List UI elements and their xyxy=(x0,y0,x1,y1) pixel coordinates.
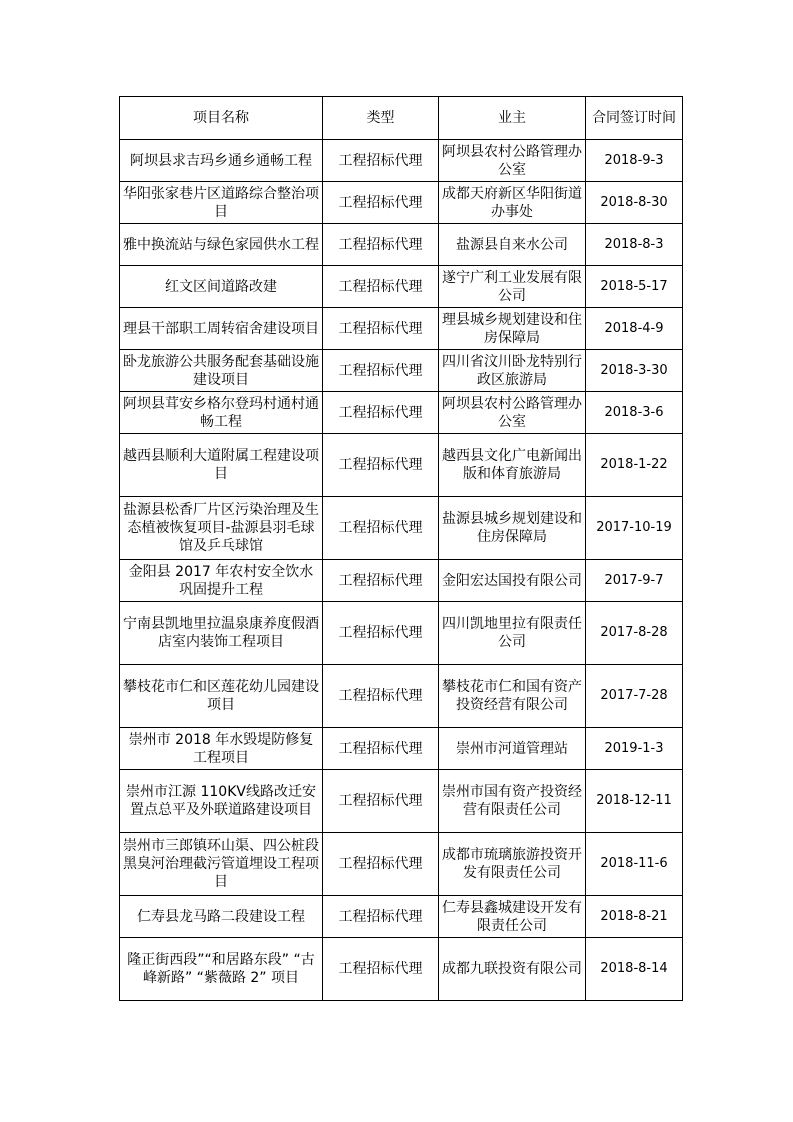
cell-owner: 崇州市国有资产投资经营有限责任公司 xyxy=(439,770,586,833)
cell-owner: 理县城乡规划建设和住房保障局 xyxy=(439,308,586,350)
cell-project-name: 宁南县凯地里拉温泉康养度假酒店室内装饰工程项目 xyxy=(120,602,323,665)
table-row xyxy=(120,665,683,728)
cell-project-name: 阿坝县茸安乡格尔登玛村通村通畅工程 xyxy=(120,392,323,434)
cell-contract-date: 2018-8-21 xyxy=(586,896,683,938)
cell-type: 工程招标代理 xyxy=(323,434,439,497)
table-row xyxy=(120,266,683,308)
cell-contract-date: 2018-8-3 xyxy=(586,224,683,266)
cell-project-name: 盐源县松香厂片区污染治理及生态植被恢复项目-盐源县羽毛球馆及乒乓球馆 xyxy=(120,497,323,560)
cell-contract-date: 2017-9-7 xyxy=(586,560,683,602)
table-row xyxy=(120,560,683,602)
cell-type: 工程招标代理 xyxy=(323,497,439,560)
cell-contract-date: 2018-8-14 xyxy=(586,938,683,1001)
cell-type: 工程招标代理 xyxy=(323,770,439,833)
cell-type: 工程招标代理 xyxy=(323,833,439,896)
cell-owner: 成都市琉璃旅游投资开发有限责任公司 xyxy=(439,833,586,896)
cell-type: 工程招标代理 xyxy=(323,602,439,665)
header-contract-date: 合同签订时间 xyxy=(586,97,683,140)
cell-contract-date: 2018-4-9 xyxy=(586,308,683,350)
cell-type: 工程招标代理 xyxy=(323,560,439,602)
table-row xyxy=(120,308,683,350)
cell-owner: 仁寿县鑫城建设开发有限责任公司 xyxy=(439,896,586,938)
table-row xyxy=(120,602,683,665)
table-row xyxy=(120,392,683,434)
cell-owner: 阿坝县农村公路管理办公室 xyxy=(439,392,586,434)
cell-contract-date: 2018-11-6 xyxy=(586,833,683,896)
cell-project-name: 越西县顺利大道附属工程建设项目 xyxy=(120,434,323,497)
header-project-name: 项目名称 xyxy=(120,97,323,140)
cell-owner: 攀枝花市仁和国有资产投资经营有限公司 xyxy=(439,665,586,728)
table-header-row xyxy=(120,97,683,140)
table-row xyxy=(120,434,683,497)
cell-owner: 成都九联投资有限公司 xyxy=(439,938,586,1001)
cell-contract-date: 2018-12-11 xyxy=(586,770,683,833)
cell-project-name: 理县干部职工周转宿舍建设项目 xyxy=(120,308,323,350)
cell-type: 工程招标代理 xyxy=(323,896,439,938)
cell-project-name: 阿坝县求吉玛乡通乡通畅工程 xyxy=(120,140,323,182)
cell-type: 工程招标代理 xyxy=(323,308,439,350)
cell-contract-date: 2019-1-3 xyxy=(586,728,683,770)
cell-project-name: 崇州市江源 110KV线路改迁安置点总平及外联道路建设项目 xyxy=(120,770,323,833)
cell-type: 工程招标代理 xyxy=(323,728,439,770)
table-row xyxy=(120,350,683,392)
cell-project-name: 仁寿县龙马路二段建设工程 xyxy=(120,896,323,938)
table-row xyxy=(120,938,683,1001)
cell-contract-date: 2017-8-28 xyxy=(586,602,683,665)
cell-contract-date: 2018-3-6 xyxy=(586,392,683,434)
cell-contract-date: 2018-8-30 xyxy=(586,182,683,224)
cell-owner: 盐源县自来水公司 xyxy=(439,224,586,266)
cell-owner: 阿坝县农村公路管理办公室 xyxy=(439,140,586,182)
cell-contract-date: 2018-1-22 xyxy=(586,434,683,497)
cell-owner: 四川省汶川卧龙特别行政区旅游局 xyxy=(439,350,586,392)
cell-owner: 成都天府新区华阳街道办事处 xyxy=(439,182,586,224)
table-row xyxy=(120,140,683,182)
table-row xyxy=(120,182,683,224)
cell-type: 工程招标代理 xyxy=(323,266,439,308)
cell-project-name: 华阳张家巷片区道路综合整治项目 xyxy=(120,182,323,224)
cell-owner: 遂宁广利工业发展有限公司 xyxy=(439,266,586,308)
cell-owner: 四川凯地里拉有限责任公司 xyxy=(439,602,586,665)
cell-project-name: 卧龙旅游公共服务配套基础设施建设项目 xyxy=(120,350,323,392)
cell-project-name: 红文区间道路改建 xyxy=(120,266,323,308)
cell-contract-date: 2017-7-28 xyxy=(586,665,683,728)
cell-owner: 越西县文化广电新闻出版和体育旅游局 xyxy=(439,434,586,497)
cell-project-name: 雅中换流站与绿色家园供水工程 xyxy=(120,224,323,266)
cell-type: 工程招标代理 xyxy=(323,224,439,266)
cell-type: 工程招标代理 xyxy=(323,350,439,392)
table-row xyxy=(120,497,683,560)
cell-contract-date: 2018-9-3 xyxy=(586,140,683,182)
cell-project-name: 隆正街西段”“和居路东段” “古峰新路” “紫薇路 2” 项目 xyxy=(120,938,323,1001)
cell-contract-date: 2017-10-19 xyxy=(586,497,683,560)
cell-owner: 金阳宏达国投有限公司 xyxy=(439,560,586,602)
cell-project-name: 崇州市三郎镇环山渠、四公桩段黑臭河治理截污管道埋设工程项目 xyxy=(120,833,323,896)
cell-project-name: 崇州市 2018 年水毁堤防修复工程项目 xyxy=(120,728,323,770)
contracts-table xyxy=(119,96,683,1001)
table-row xyxy=(120,833,683,896)
cell-type: 工程招标代理 xyxy=(323,665,439,728)
cell-owner: 崇州市河道管理站 xyxy=(439,728,586,770)
cell-project-name: 攀枝花市仁和区莲花幼儿园建设项目 xyxy=(120,665,323,728)
cell-type: 工程招标代理 xyxy=(323,140,439,182)
cell-type: 工程招标代理 xyxy=(323,938,439,1001)
table-row xyxy=(120,728,683,770)
table-row xyxy=(120,896,683,938)
cell-type: 工程招标代理 xyxy=(323,392,439,434)
cell-contract-date: 2018-5-17 xyxy=(586,266,683,308)
cell-type: 工程招标代理 xyxy=(323,182,439,224)
header-owner: 业主 xyxy=(439,97,586,140)
header-type: 类型 xyxy=(323,97,439,140)
cell-project-name: 金阳县 2017 年农村安全饮水巩固提升工程 xyxy=(120,560,323,602)
table-row xyxy=(120,224,683,266)
table-row xyxy=(120,770,683,833)
cell-contract-date: 2018-3-30 xyxy=(586,350,683,392)
cell-owner: 盐源县城乡规划建设和住房保障局 xyxy=(439,497,586,560)
